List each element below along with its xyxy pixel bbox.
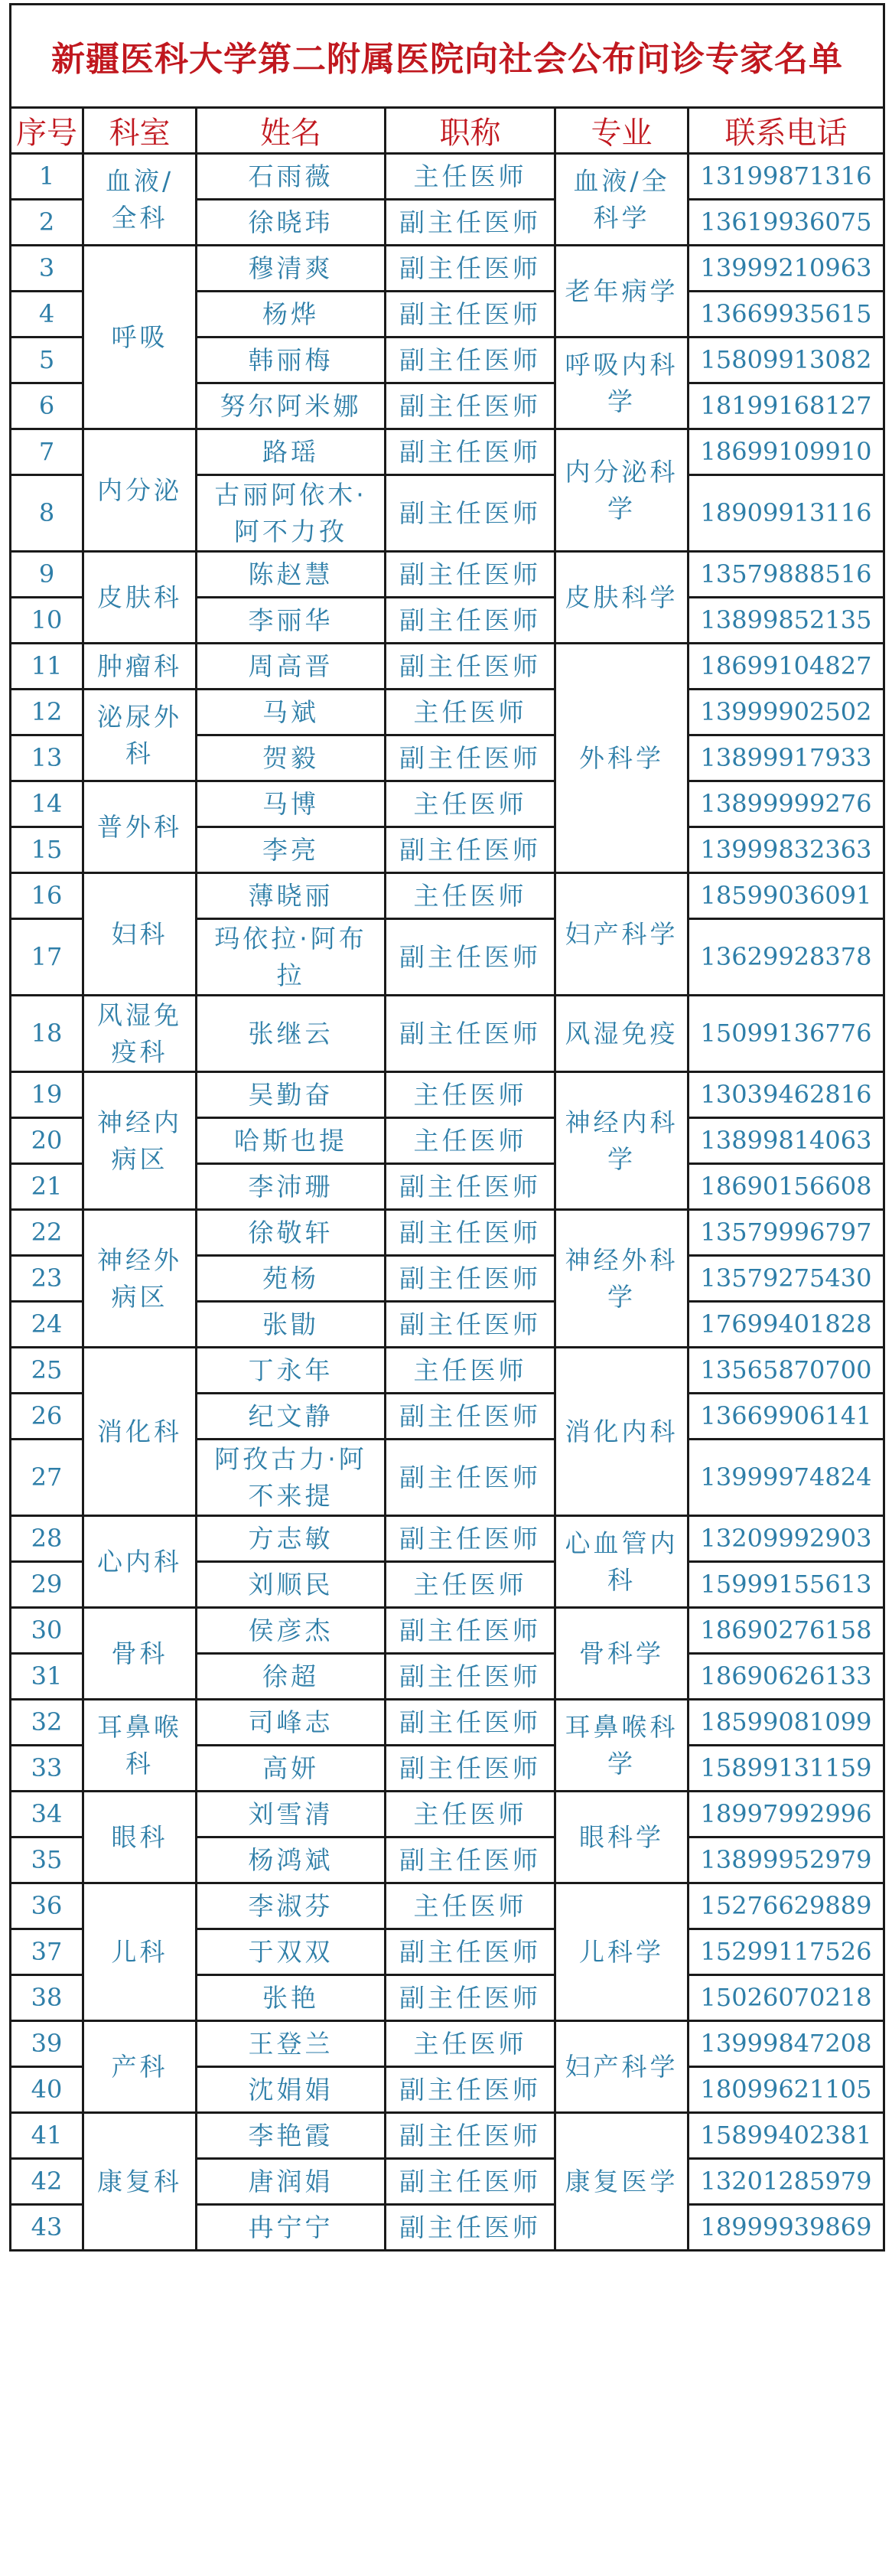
row-number: 21 xyxy=(11,1164,83,1210)
phone-number: 13565870700 xyxy=(689,1348,884,1394)
row-number: 35 xyxy=(11,1837,83,1883)
row-number: 15 xyxy=(11,827,83,873)
department-cell: 内分泌 xyxy=(83,429,197,552)
doctor-title: 主任医师 xyxy=(386,1883,555,1929)
doctor-title: 主任医师 xyxy=(386,690,555,735)
doctor-name: 贺毅 xyxy=(197,735,386,781)
row-number: 40 xyxy=(11,2067,83,2113)
doctor-name: 高妍 xyxy=(197,1746,386,1792)
phone-number: 18999939869 xyxy=(689,2205,884,2251)
row-number: 20 xyxy=(11,1118,83,1164)
table-row xyxy=(11,2021,884,2067)
doctor-name: 哈斯也提 xyxy=(197,1118,386,1164)
phone-number: 13899852135 xyxy=(689,598,884,644)
doctor-name: 丁永年 xyxy=(197,1348,386,1394)
doctor-title: 副主任医师 xyxy=(386,1302,555,1348)
table-row xyxy=(11,552,884,598)
phone-number: 15276629889 xyxy=(689,1883,884,1929)
header-name: 姓名 xyxy=(197,108,386,154)
phone-number: 13039462816 xyxy=(689,1072,884,1118)
row-number: 4 xyxy=(11,292,83,337)
doctor-name: 司峰志 xyxy=(197,1700,386,1746)
doctor-title: 主任医师 xyxy=(386,1348,555,1394)
department-cell: 产科 xyxy=(83,2021,197,2113)
phone-number: 13999210963 xyxy=(689,246,884,292)
phone-number: 18909913116 xyxy=(689,475,884,552)
table-row xyxy=(11,873,884,919)
phone-number: 18690156608 xyxy=(689,1164,884,1210)
department-cell: 眼科 xyxy=(83,1792,197,1883)
header-specialty: 专业 xyxy=(555,108,689,154)
row-number: 43 xyxy=(11,2205,83,2251)
header-no: 序号 xyxy=(11,108,83,154)
row-number: 27 xyxy=(11,1440,83,1516)
phone-number: 13999974824 xyxy=(689,1440,884,1516)
specialty-cell: 内分泌科学 xyxy=(555,429,689,552)
row-number: 19 xyxy=(11,1072,83,1118)
page-title: 新疆医科大学第二附属医院向社会公布问诊专家名单 xyxy=(11,5,884,108)
row-number: 28 xyxy=(11,1516,83,1562)
specialty-cell: 血液/全科学 xyxy=(555,154,689,246)
table-row xyxy=(11,1700,884,1746)
phone-number: 18699109910 xyxy=(689,429,884,475)
doctor-name: 徐晓玮 xyxy=(197,200,386,246)
doctor-title: 副主任医师 xyxy=(386,1700,555,1746)
phone-number: 15809913082 xyxy=(689,337,884,383)
department-cell: 血液/全科 xyxy=(83,154,197,246)
specialty-cell: 康复医学 xyxy=(555,2113,689,2251)
doctor-name: 马斌 xyxy=(197,690,386,735)
doctor-title: 副主任医师 xyxy=(386,1516,555,1562)
doctor-title: 副主任医师 xyxy=(386,644,555,690)
phone-number: 18699104827 xyxy=(689,644,884,690)
doctor-name: 方志敏 xyxy=(197,1516,386,1562)
row-number: 12 xyxy=(11,690,83,735)
doctor-title: 副主任医师 xyxy=(386,292,555,337)
department-cell: 泌尿外科 xyxy=(83,690,197,781)
doctor-title: 副主任医师 xyxy=(386,1394,555,1440)
specialty-cell: 呼吸内科学 xyxy=(555,337,689,429)
specialty-cell: 神经内科学 xyxy=(555,1072,689,1210)
doctor-name: 李亮 xyxy=(197,827,386,873)
specialty-cell: 妇产科学 xyxy=(555,2021,689,2113)
specialty-cell: 妇产科学 xyxy=(555,873,689,996)
phone-number: 13669935615 xyxy=(689,292,884,337)
phone-number: 13629928378 xyxy=(689,919,884,996)
doctor-name: 李沛珊 xyxy=(197,1164,386,1210)
table-row xyxy=(11,996,884,1072)
doctor-name: 古丽阿依木·阿不力孜 xyxy=(197,475,386,552)
doctor-title: 副主任医师 xyxy=(386,1975,555,2021)
row-number: 38 xyxy=(11,1975,83,2021)
department-cell: 呼吸 xyxy=(83,246,197,429)
phone-number: 15026070218 xyxy=(689,1975,884,2021)
doctor-title: 主任医师 xyxy=(386,1072,555,1118)
row-number: 5 xyxy=(11,337,83,383)
doctor-title: 主任医师 xyxy=(386,1792,555,1837)
row-number: 31 xyxy=(11,1654,83,1700)
row-number: 42 xyxy=(11,2159,83,2205)
doctor-title: 主任医师 xyxy=(386,1118,555,1164)
phone-number: 17699401828 xyxy=(689,1302,884,1348)
phone-number: 13209992903 xyxy=(689,1516,884,1562)
specialty-cell: 老年病学 xyxy=(555,246,689,337)
doctor-name: 李艳霞 xyxy=(197,2113,386,2159)
row-number: 32 xyxy=(11,1700,83,1746)
row-number: 30 xyxy=(11,1608,83,1654)
department-cell: 儿科 xyxy=(83,1883,197,2021)
doctor-name: 路瑶 xyxy=(197,429,386,475)
phone-number: 13999902502 xyxy=(689,690,884,735)
header-row xyxy=(11,108,884,154)
specialty-cell: 骨科学 xyxy=(555,1608,689,1700)
department-cell: 耳鼻喉科 xyxy=(83,1700,197,1792)
doctor-title: 副主任医师 xyxy=(386,1256,555,1302)
row-number: 13 xyxy=(11,735,83,781)
row-number: 25 xyxy=(11,1348,83,1394)
specialty-cell: 消化内科 xyxy=(555,1348,689,1516)
phone-number: 13579888516 xyxy=(689,552,884,598)
row-number: 16 xyxy=(11,873,83,919)
row-number: 41 xyxy=(11,2113,83,2159)
doctor-name: 陈赵慧 xyxy=(197,552,386,598)
doctor-title: 主任医师 xyxy=(386,154,555,200)
doctor-name: 纪文静 xyxy=(197,1394,386,1440)
doctor-name: 刘顺民 xyxy=(197,1562,386,1608)
phone-number: 15299117526 xyxy=(689,1929,884,1975)
row-number: 7 xyxy=(11,429,83,475)
specialty-cell: 眼科学 xyxy=(555,1792,689,1883)
doctor-title: 副主任医师 xyxy=(386,1210,555,1256)
doctor-title: 副主任医师 xyxy=(386,2067,555,2113)
doctor-title: 副主任医师 xyxy=(386,996,555,1072)
doctor-name: 李丽华 xyxy=(197,598,386,644)
doctor-title: 主任医师 xyxy=(386,873,555,919)
doctor-name: 徐超 xyxy=(197,1654,386,1700)
table-row xyxy=(11,781,884,827)
doctor-name: 阿孜古力·阿不来提 xyxy=(197,1440,386,1516)
table-row xyxy=(11,644,884,690)
row-number: 17 xyxy=(11,919,83,996)
doctor-name: 沈娟娟 xyxy=(197,2067,386,2113)
doctor-name: 侯彦杰 xyxy=(197,1608,386,1654)
specialty-cell: 外科学 xyxy=(555,644,689,873)
table-row xyxy=(11,1883,884,1929)
row-number: 9 xyxy=(11,552,83,598)
phone-number: 13899814063 xyxy=(689,1118,884,1164)
doctor-name: 唐润娟 xyxy=(197,2159,386,2205)
table-row xyxy=(11,2113,884,2159)
doctor-name: 冉宁宁 xyxy=(197,2205,386,2251)
doctor-title: 副主任医师 xyxy=(386,429,555,475)
row-number: 8 xyxy=(11,475,83,552)
doctor-title: 副主任医师 xyxy=(386,1654,555,1700)
row-number: 1 xyxy=(11,154,83,200)
header-phone: 联系电话 xyxy=(689,108,884,154)
row-number: 18 xyxy=(11,996,83,1072)
row-number: 3 xyxy=(11,246,83,292)
row-number: 29 xyxy=(11,1562,83,1608)
doctor-name: 张艳 xyxy=(197,1975,386,2021)
row-number: 39 xyxy=(11,2021,83,2067)
row-number: 34 xyxy=(11,1792,83,1837)
phone-number: 15899402381 xyxy=(689,2113,884,2159)
phone-number: 18599036091 xyxy=(689,873,884,919)
specialty-cell: 皮肤科学 xyxy=(555,552,689,644)
phone-number: 13899999276 xyxy=(689,781,884,827)
phone-number: 13201285979 xyxy=(689,2159,884,2205)
department-cell: 康复科 xyxy=(83,2113,197,2251)
specialty-cell: 心血管内科 xyxy=(555,1516,689,1608)
header-title: 职称 xyxy=(386,108,555,154)
doctor-name: 马博 xyxy=(197,781,386,827)
doctor-name: 苑杨 xyxy=(197,1256,386,1302)
doctor-title: 副主任医师 xyxy=(386,337,555,383)
phone-number: 18690626133 xyxy=(689,1654,884,1700)
phone-number: 13669906141 xyxy=(689,1394,884,1440)
table-body xyxy=(11,154,884,2251)
table-row xyxy=(11,1072,884,1118)
doctor-name: 李淑芬 xyxy=(197,1883,386,1929)
department-cell: 消化科 xyxy=(83,1348,197,1516)
doctor-name: 周高晋 xyxy=(197,644,386,690)
doctor-name: 于双双 xyxy=(197,1929,386,1975)
table-row xyxy=(11,154,884,200)
header-department: 科室 xyxy=(83,108,197,154)
expert-list-sheet xyxy=(9,3,883,2570)
doctor-title: 副主任医师 xyxy=(386,1746,555,1792)
doctor-name: 努尔阿米娜 xyxy=(197,383,386,429)
doctor-title: 副主任医师 xyxy=(386,383,555,429)
phone-number: 13899917933 xyxy=(689,735,884,781)
department-cell: 心内科 xyxy=(83,1516,197,1608)
phone-number: 18997992996 xyxy=(689,1792,884,1837)
phone-number: 15099136776 xyxy=(689,996,884,1072)
table-row xyxy=(11,429,884,475)
row-number: 23 xyxy=(11,1256,83,1302)
specialty-cell: 风湿免疫 xyxy=(555,996,689,1072)
table-row xyxy=(11,1792,884,1837)
doctor-name: 玛依拉·阿布拉 xyxy=(197,919,386,996)
row-number: 11 xyxy=(11,644,83,690)
department-cell: 肿瘤科 xyxy=(83,644,197,690)
doctor-title: 副主任医师 xyxy=(386,1837,555,1883)
doctor-title: 副主任医师 xyxy=(386,2159,555,2205)
doctor-title: 副主任医师 xyxy=(386,735,555,781)
phone-number: 13999832363 xyxy=(689,827,884,873)
table-row xyxy=(11,1348,884,1394)
doctor-title: 副主任医师 xyxy=(386,246,555,292)
department-cell: 风湿免疫科 xyxy=(83,996,197,1072)
department-cell: 神经内病区 xyxy=(83,1072,197,1210)
doctor-name: 穆清爽 xyxy=(197,246,386,292)
department-cell: 神经外病区 xyxy=(83,1210,197,1348)
row-number: 33 xyxy=(11,1746,83,1792)
department-cell: 妇科 xyxy=(83,873,197,996)
department-cell: 骨科 xyxy=(83,1608,197,1700)
doctor-title: 副主任医师 xyxy=(386,2205,555,2251)
doctor-title: 副主任医师 xyxy=(386,598,555,644)
specialty-cell: 耳鼻喉科学 xyxy=(555,1700,689,1792)
doctor-title: 副主任医师 xyxy=(386,827,555,873)
phone-number: 18690276158 xyxy=(689,1608,884,1654)
doctor-name: 王登兰 xyxy=(197,2021,386,2067)
doctor-title: 副主任医师 xyxy=(386,552,555,598)
phone-number: 13899952979 xyxy=(689,1837,884,1883)
row-number: 37 xyxy=(11,1929,83,1975)
doctor-title: 副主任医师 xyxy=(386,200,555,246)
doctor-name: 韩丽梅 xyxy=(197,337,386,383)
expert-table xyxy=(9,3,885,2252)
phone-number: 18599081099 xyxy=(689,1700,884,1746)
phone-number: 18199168127 xyxy=(689,383,884,429)
doctor-name: 石雨薇 xyxy=(197,154,386,200)
doctor-title: 副主任医师 xyxy=(386,1440,555,1516)
doctor-name: 徐敬轩 xyxy=(197,1210,386,1256)
row-number: 10 xyxy=(11,598,83,644)
table-row xyxy=(11,1210,884,1256)
doctor-title: 主任医师 xyxy=(386,1562,555,1608)
phone-number: 13579275430 xyxy=(689,1256,884,1302)
table-row xyxy=(11,1516,884,1562)
specialty-cell: 儿科学 xyxy=(555,1883,689,2021)
department-cell: 普外科 xyxy=(83,781,197,873)
phone-number: 13999847208 xyxy=(689,2021,884,2067)
doctor-name: 张继云 xyxy=(197,996,386,1072)
phone-number: 13199871316 xyxy=(689,154,884,200)
row-number: 2 xyxy=(11,200,83,246)
table-row xyxy=(11,1608,884,1654)
doctor-title: 副主任医师 xyxy=(386,1929,555,1975)
row-number: 26 xyxy=(11,1394,83,1440)
phone-number: 15899131159 xyxy=(689,1746,884,1792)
phone-number: 18099621105 xyxy=(689,2067,884,2113)
doctor-name: 吴勤奋 xyxy=(197,1072,386,1118)
phone-number: 13579996797 xyxy=(689,1210,884,1256)
row-number: 24 xyxy=(11,1302,83,1348)
doctor-name: 薄晓丽 xyxy=(197,873,386,919)
table-row xyxy=(11,690,884,735)
table-row xyxy=(11,246,884,292)
doctor-title: 副主任医师 xyxy=(386,1164,555,1210)
doctor-title: 副主任医师 xyxy=(386,2113,555,2159)
doctor-name: 张勖 xyxy=(197,1302,386,1348)
doctor-name: 刘雪清 xyxy=(197,1792,386,1837)
row-number: 22 xyxy=(11,1210,83,1256)
doctor-title: 主任医师 xyxy=(386,2021,555,2067)
row-number: 14 xyxy=(11,781,83,827)
row-number: 6 xyxy=(11,383,83,429)
doctor-name: 杨鸿斌 xyxy=(197,1837,386,1883)
row-number: 36 xyxy=(11,1883,83,1929)
doctor-title: 主任医师 xyxy=(386,781,555,827)
phone-number: 13619936075 xyxy=(689,200,884,246)
phone-number: 15999155613 xyxy=(689,1562,884,1608)
doctor-name: 杨烨 xyxy=(197,292,386,337)
specialty-cell: 神经外科学 xyxy=(555,1210,689,1348)
doctor-title: 副主任医师 xyxy=(386,1608,555,1654)
doctor-title: 副主任医师 xyxy=(386,475,555,552)
doctor-title: 副主任医师 xyxy=(386,919,555,996)
department-cell: 皮肤科 xyxy=(83,552,197,644)
